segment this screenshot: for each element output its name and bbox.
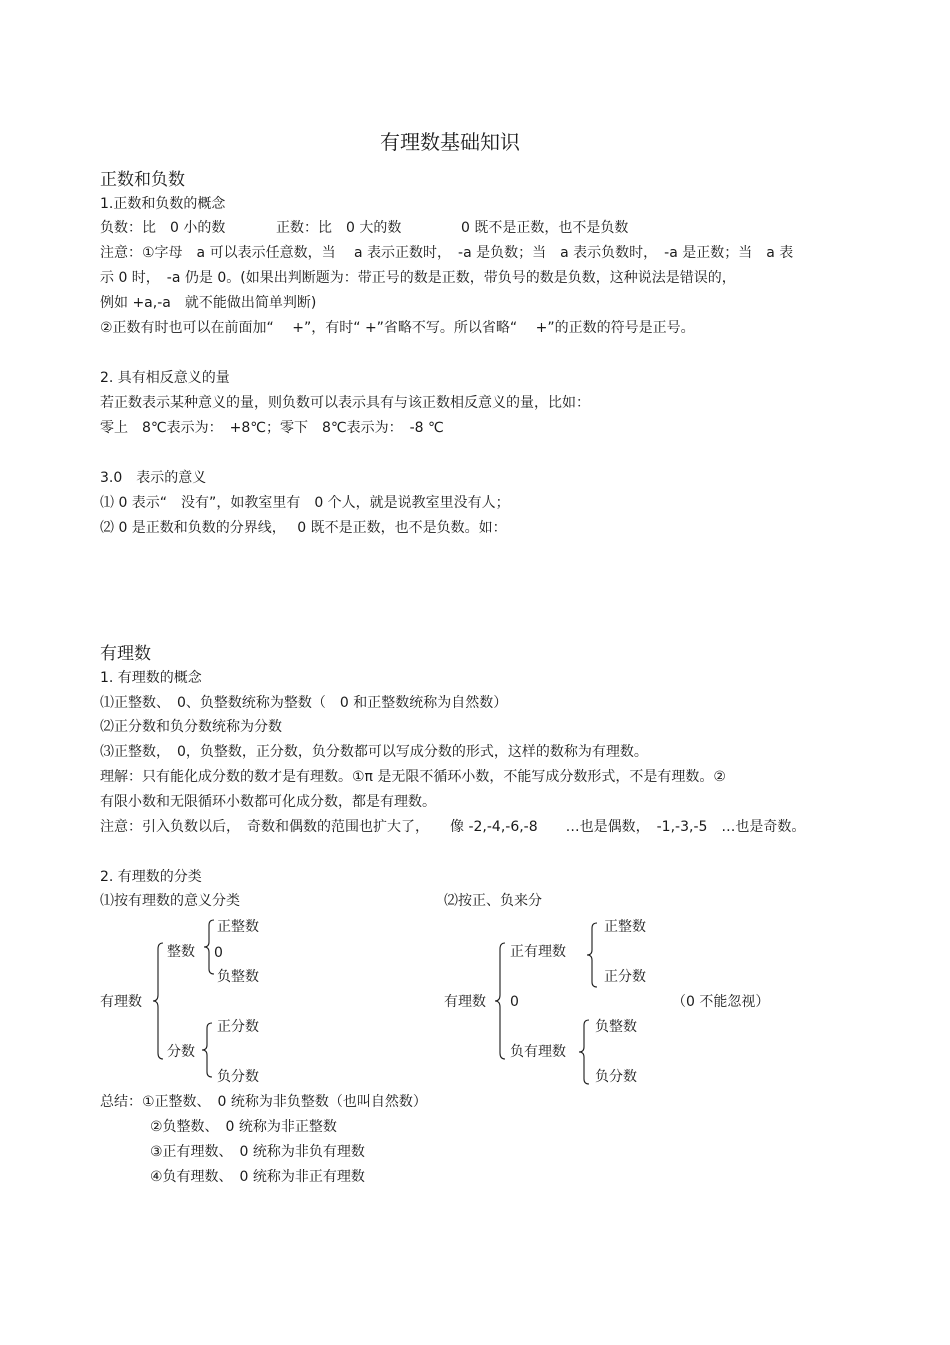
brace-left-root xyxy=(150,941,166,1061)
paragraph-line: ⑵ 0 是正数和负数的分界线， 0 既不是正数，也不是负数。如： xyxy=(100,520,507,536)
note-line: 例如 +a,-a 就不能做出简单判断) xyxy=(100,295,317,311)
tree-leaf: 负分数 xyxy=(217,1069,259,1085)
paragraph-line: ⑵正分数和负分数统称为分数 xyxy=(100,719,282,735)
paragraph-line: ⑴正整数、 0、负整数统称为整数（ 0 和正整数统称为自然数） xyxy=(100,695,508,711)
tree-node-negative-rational: 负有理数 xyxy=(510,1044,566,1060)
classification-caption-sign: ⑵按正、负来分 xyxy=(444,893,542,909)
brace-right-negative xyxy=(577,1018,591,1086)
paragraph-line: 零上 8℃表示为： +8℃；零下 8℃表示为： -8 ℃ xyxy=(100,420,444,436)
tree-leaf: 0 xyxy=(214,945,223,961)
note-line: ②正数有时也可以在前面加“ +”，有时“ +”省略不写。所以省略“ +”的正数的符号是正号。 xyxy=(100,320,695,336)
summary-line: 总结：①正整数、 0 统称为非负整数（也叫自然数） xyxy=(100,1094,427,1110)
zero-definition: 0 既不是正数，也不是负数 xyxy=(461,220,629,236)
tree-leaf: 正整数 xyxy=(604,919,646,935)
paragraph-line: 若正数表示某种意义的量，则负数可以表示具有与该正数相反意义的量，比如： xyxy=(100,395,590,411)
paragraph-line: ⑶正整数， 0，负整数，正分数，负分数都可以写成分数的形式，这样的数称为有理数。 xyxy=(100,744,648,760)
positive-definition: 正数：比 0 大的数 xyxy=(276,220,402,236)
note-line: 注意：①字母 a 可以表示任意数，当 a 表示正数时， -a 是负数；当 a 表示负数时， -a 是正数；当 a 表 xyxy=(100,245,794,261)
tree-leaf: 正分数 xyxy=(604,969,646,985)
paragraph-line: 注意：引入负数以后， 奇数和偶数的范围也扩大了， 像 -2,-4,-6,-8 …也是偶数， -1,-3,-5 …也是奇数。 xyxy=(100,819,806,835)
tree-node-zero: 0 xyxy=(510,994,519,1010)
subheading-rational-concept: 1. 有理数的概念 xyxy=(100,670,202,686)
paragraph-line: ⑴ 0 表示“ 没有”，如教室里有 0 个人，就是说教室里没有人； xyxy=(100,495,510,511)
negative-definition: 负数：比 0 小的数 xyxy=(100,220,226,236)
tree-leaf: 负分数 xyxy=(595,1069,637,1085)
subheading-zero-meaning: 3.0 表示的意义 xyxy=(100,470,207,486)
tree-leaf: 负整数 xyxy=(217,969,259,985)
paragraph-line: 有限小数和无限循环小数都可化成分数，都是有理数。 xyxy=(100,794,436,810)
subheading-opposite-quantities: 2. 具有相反意义的量 xyxy=(100,370,230,386)
tree-node-fraction: 分数 xyxy=(167,1044,195,1060)
section-heading-positive-negative: 正数和负数 xyxy=(100,170,185,190)
note-line: 示 0 时， -a 仍是 0。(如果出判断题为：带正号的数是正数，带负号的数是负数，这种说法是错误的， xyxy=(100,270,736,286)
subheading-classification: 2. 有理数的分类 xyxy=(100,869,202,885)
tree-root: 有理数 xyxy=(100,994,142,1010)
subheading-concept: 1.正数和负数的概念 xyxy=(100,196,226,212)
zero-note: （0 不能忽视） xyxy=(672,994,770,1010)
summary-line: ④负有理数、 0 统称为非正有理数 xyxy=(150,1169,365,1185)
tree-leaf: 负整数 xyxy=(595,1019,637,1035)
page-title: 有理数基础知识 xyxy=(380,130,520,154)
paragraph-line: 理解：只有能化成分数的数才是有理数。①π 是无限不循环小数，不能写成分数形式，不是有理数。② xyxy=(100,769,726,785)
tree-node-positive-rational: 正有理数 xyxy=(510,944,566,960)
tree-leaf: 正分数 xyxy=(217,1019,259,1035)
tree-leaf: 正整数 xyxy=(217,919,259,935)
summary-line: ②负整数、 0 统称为非正整数 xyxy=(150,1119,337,1135)
brace-left-fraction xyxy=(200,1021,214,1079)
tree-node-integer: 整数 xyxy=(167,944,195,960)
section-heading-rational-numbers: 有理数 xyxy=(100,644,151,664)
brace-left-integer xyxy=(202,918,216,976)
summary-line: ③正有理数、 0 统称为非负有理数 xyxy=(150,1144,365,1160)
brace-right-positive xyxy=(585,921,599,989)
classification-caption-meaning: ⑴按有理数的意义分类 xyxy=(100,893,240,909)
brace-right-root xyxy=(492,941,508,1061)
tree-root: 有理数 xyxy=(444,994,486,1010)
